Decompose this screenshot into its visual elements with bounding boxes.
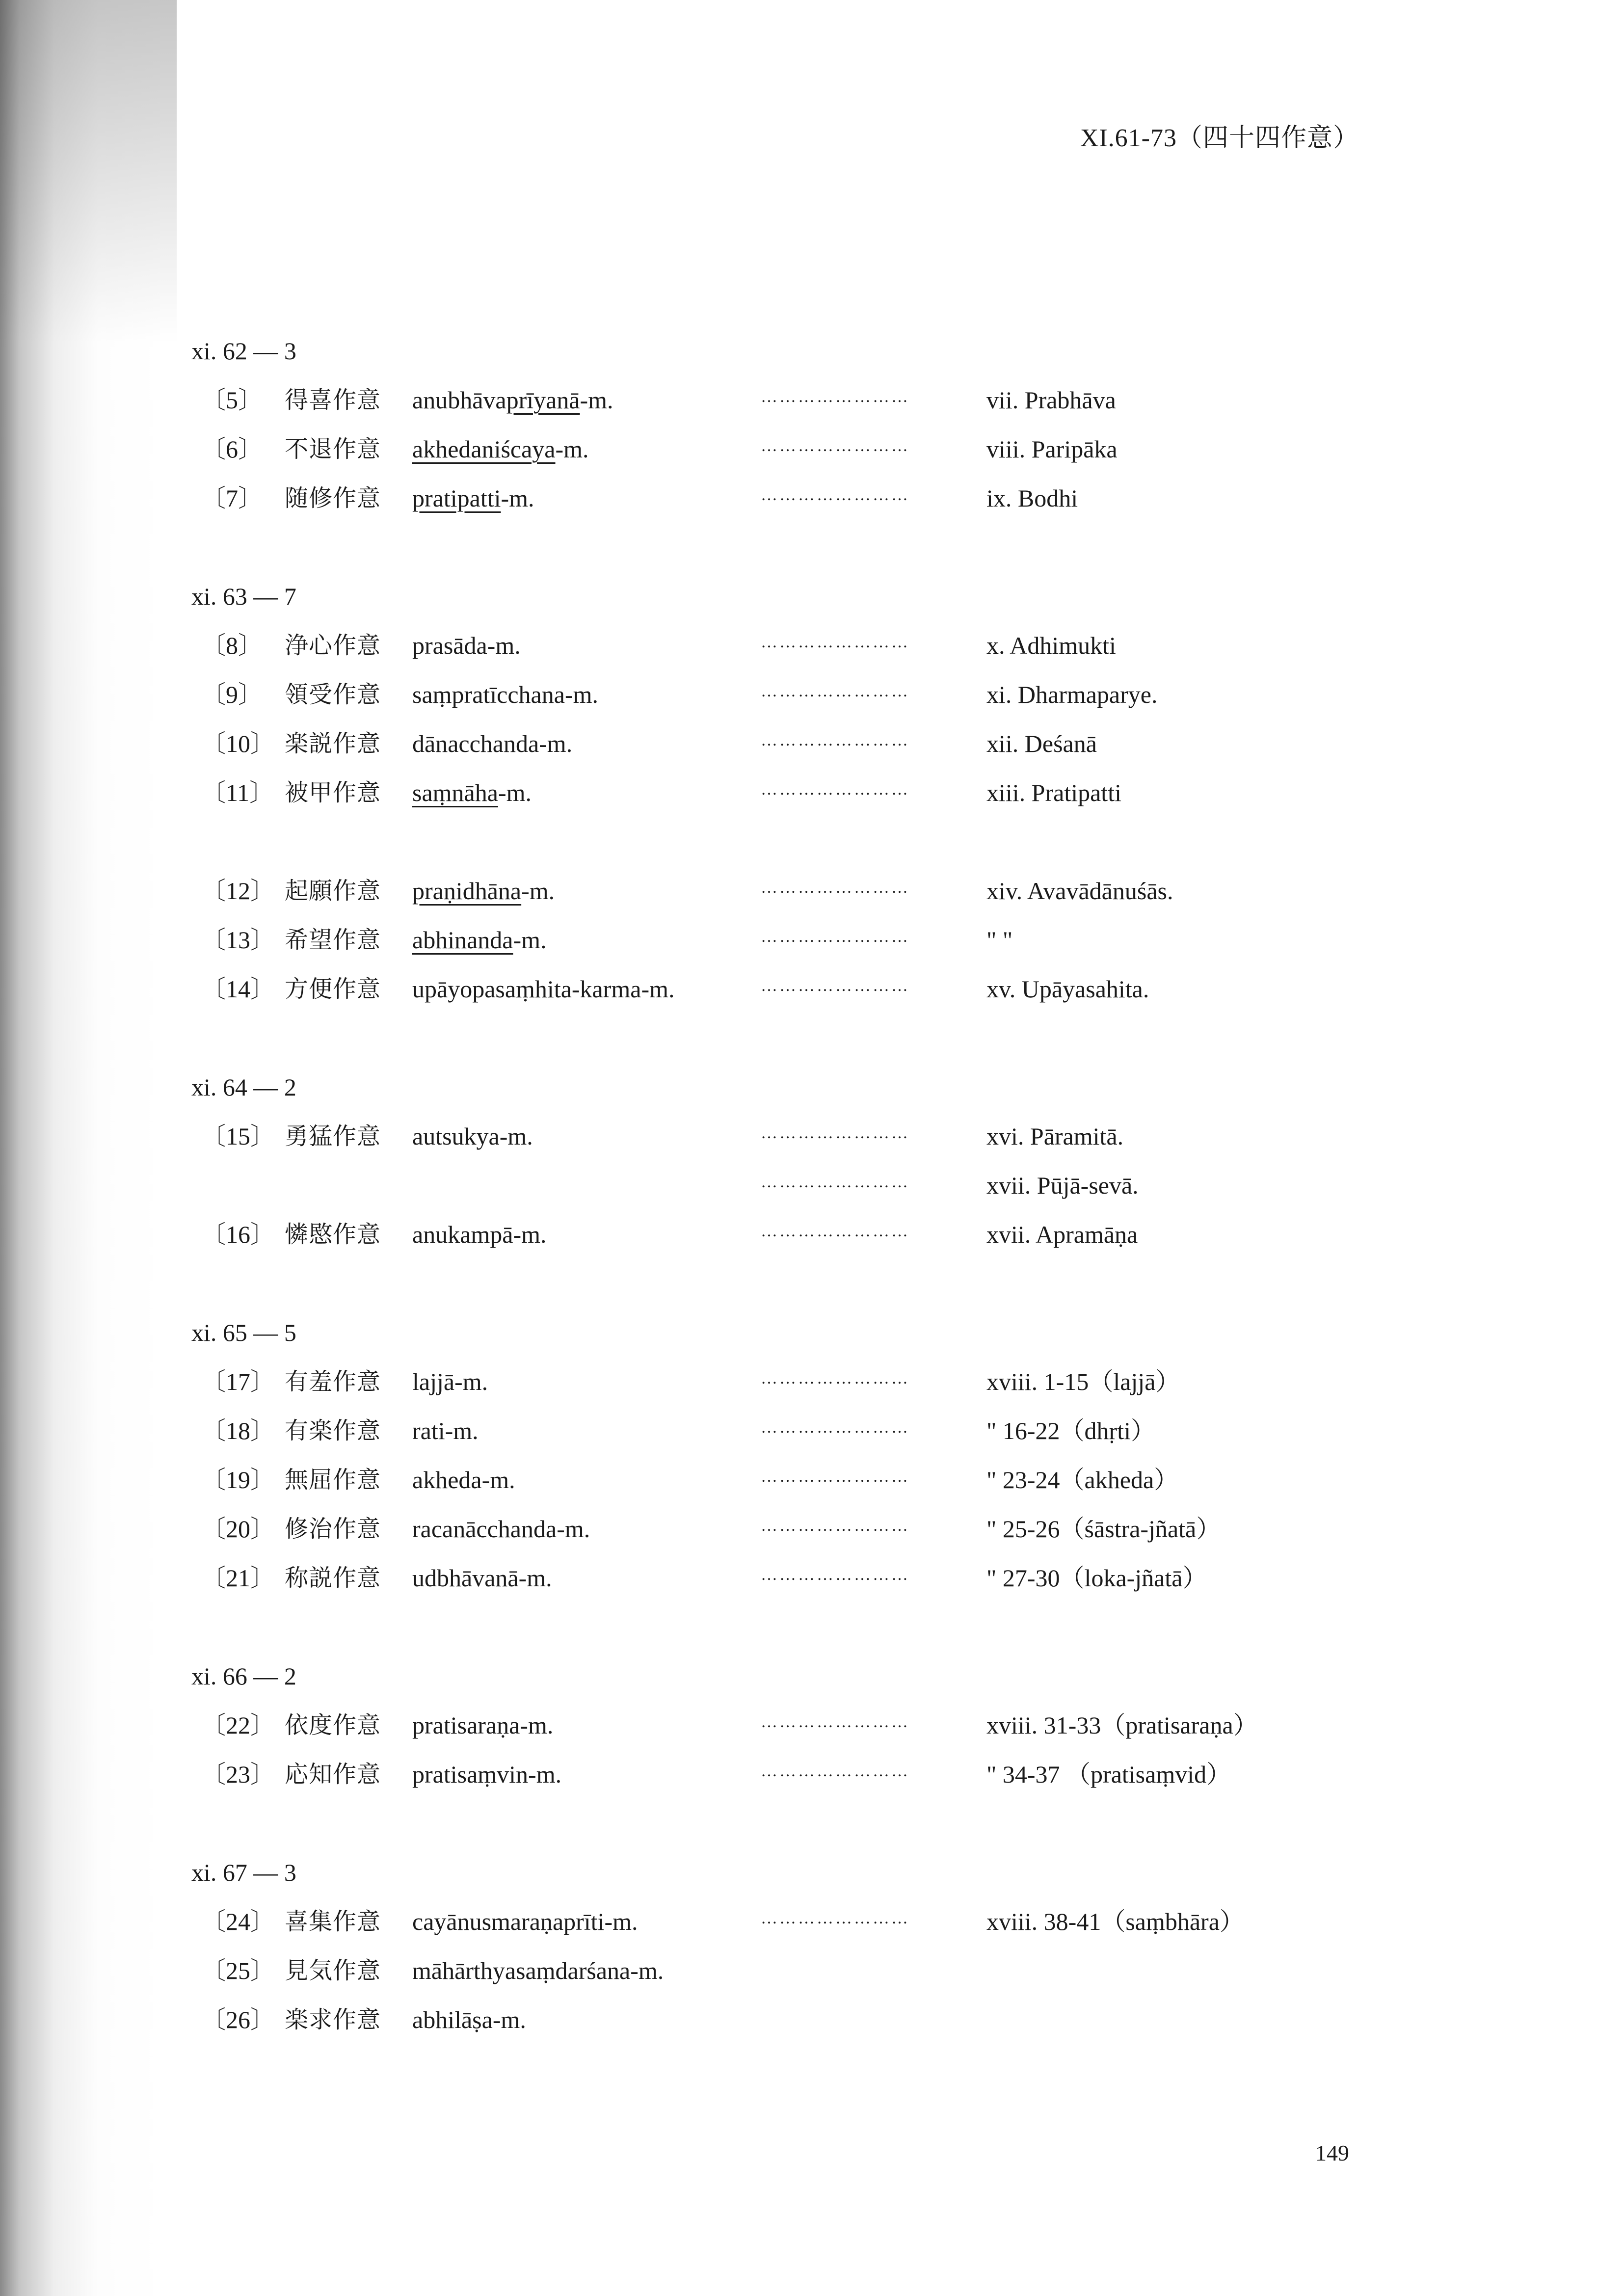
entry-reference: " 25-26（śāstra-jñatā） — [986, 1515, 1221, 1543]
entry-number: 〔9〕 — [201, 681, 263, 708]
entry-sanskrit-term — [412, 670, 598, 719]
sanskrit-fragment: pratisaṃvin-m. — [412, 1761, 562, 1788]
dot-leader: …………………… — [761, 1713, 910, 1731]
entry-sanskrit-term — [412, 474, 534, 523]
entry-row — [177, 474, 1355, 523]
entry-number: 〔12〕 — [201, 877, 275, 905]
entry-number: 〔13〕 — [201, 926, 275, 954]
entry-row — [177, 1897, 1355, 1946]
section — [177, 1652, 1355, 1799]
sanskrit-fragment: māhārthyasaṃdarśana-m. — [412, 1957, 664, 1984]
entry-number: 〔11〕 — [201, 779, 274, 806]
dot-leader: …………………… — [761, 1173, 910, 1191]
entry-sanskrit-term — [412, 1406, 479, 1455]
entry-row — [177, 1946, 1355, 1995]
entry-row — [177, 670, 1355, 719]
entry-number: 〔6〕 — [201, 435, 263, 463]
sanskrit-fragment: -m. — [580, 386, 613, 414]
entry-sanskrit-term — [412, 915, 547, 964]
entry-row — [177, 1995, 1355, 2044]
dot-leader: …………………… — [761, 879, 910, 897]
sanskrit-fragment: prasāda-m. — [412, 632, 521, 659]
sanskrit-fragment: anukampā-m. — [412, 1221, 547, 1248]
entry-row — [177, 1455, 1355, 1504]
entry-reference: xvi. Pāramitā. — [986, 1122, 1124, 1150]
entry-japanese-term: 不退作意 — [285, 435, 381, 463]
sanskrit-fragment: upāyopasaṃhita-karma-m. — [412, 975, 675, 1003]
entry-sanskrit-term — [412, 1553, 552, 1602]
dot-leader: …………………… — [761, 1124, 910, 1142]
entry-reference: xvii. Apramāṇa — [986, 1221, 1138, 1248]
dot-leader: …………………… — [761, 1909, 910, 1927]
entry-sanskrit-term — [412, 964, 675, 1014]
sanskrit-fragment: -m. — [501, 484, 534, 512]
entry-reference: xv. Upāyasahita. — [986, 975, 1149, 1003]
entry-row — [177, 1357, 1355, 1406]
sanskrit-fragment: saṃpratīcchana-m. — [412, 681, 598, 708]
sanskrit-fragment: -m. — [513, 926, 547, 954]
sanskrit-fragment: racanācchanda-m. — [412, 1515, 590, 1543]
entry-sanskrit-term — [412, 768, 532, 817]
entry-row — [177, 719, 1355, 768]
entry-japanese-term: 見気作意 — [285, 1957, 381, 1984]
entry-row — [177, 768, 1355, 817]
dot-leader: …………………… — [761, 388, 910, 406]
section-heading: xi. 64 — 2 — [191, 1073, 296, 1101]
entry-row — [177, 1112, 1355, 1161]
section — [177, 1308, 1355, 1602]
dot-leader: …………………… — [761, 437, 910, 455]
entry-number: 〔20〕 — [201, 1515, 275, 1543]
entry-reference: vii. Prabhāva — [986, 386, 1116, 414]
entry-number: 〔5〕 — [201, 386, 263, 414]
entry-sanskrit-term — [412, 1210, 547, 1259]
entry-sanskrit-term — [412, 1995, 526, 2044]
entry-japanese-term: 起願作意 — [285, 877, 381, 905]
sanskrit-fragment: akheda-m. — [412, 1466, 515, 1494]
sanskrit-fragment: anubhāva — [412, 386, 506, 414]
dot-leader: …………………… — [761, 780, 910, 799]
sanskrit-fragment: -m. — [498, 779, 532, 806]
dot-leader: …………………… — [761, 1517, 910, 1535]
entry-number: 〔24〕 — [201, 1908, 275, 1935]
entry-row — [177, 866, 1355, 915]
dot-leader: …………………… — [761, 633, 910, 651]
entry-japanese-term: 楽求作意 — [285, 2006, 381, 2033]
entry-japanese-term: 無屈作意 — [285, 1466, 381, 1494]
entry-reference: ix. Bodhi — [986, 484, 1078, 512]
entry-reference: x. Adhimukti — [986, 632, 1116, 659]
sanskrit-fragment: akhedaniścaya — [412, 435, 556, 463]
entry-japanese-term: 修治作意 — [285, 1515, 381, 1543]
entry-row — [177, 1406, 1355, 1455]
entry-number: 〔26〕 — [201, 2006, 275, 2033]
entry-japanese-term: 称説作意 — [285, 1564, 381, 1592]
dot-leader: …………………… — [761, 1222, 910, 1240]
section — [177, 866, 1355, 1014]
sanskrit-fragment: udbhāvanā-m. — [412, 1564, 552, 1592]
entry-number: 〔18〕 — [201, 1417, 275, 1444]
section-heading: xi. 62 — 3 — [191, 337, 296, 365]
entry-number: 〔7〕 — [201, 484, 263, 512]
entry-reference: viii. Paripāka — [986, 435, 1118, 463]
section-heading: xi. 63 — 7 — [191, 583, 296, 610]
entry-sanskrit-term — [412, 1455, 515, 1504]
entry-row — [177, 1750, 1355, 1799]
entry-reference: xiii. Pratipatti — [986, 779, 1121, 806]
entry-japanese-term: 応知作意 — [285, 1761, 381, 1788]
entry-japanese-term: 浄心作意 — [285, 632, 381, 659]
entry-sanskrit-term — [412, 1701, 553, 1750]
entry-number: 〔25〕 — [201, 1957, 275, 1984]
entry-row — [177, 1553, 1355, 1602]
entry-japanese-term: 領受作意 — [285, 681, 381, 708]
entry-japanese-term: 希望作意 — [285, 926, 381, 954]
entry-sanskrit-term — [412, 1946, 664, 1995]
section-heading: xi. 65 — 5 — [191, 1319, 296, 1346]
dot-leader: …………………… — [761, 1566, 910, 1584]
entry-row — [177, 425, 1355, 474]
entry-reference: " 23-24（akheda） — [986, 1466, 1179, 1494]
entry-number: 〔10〕 — [201, 730, 275, 757]
dot-leader: …………………… — [761, 977, 910, 995]
section-heading: xi. 66 — 2 — [191, 1662, 296, 1690]
dot-leader: …………………… — [761, 731, 910, 749]
entry-number: 〔17〕 — [201, 1368, 275, 1395]
entry-reference: xviii. 31-33（pratisaraṇa） — [986, 1711, 1258, 1739]
entry-japanese-term: 勇猛作意 — [285, 1122, 381, 1150]
sanskrit-fragment: saṃnāha — [412, 779, 498, 806]
section — [177, 572, 1355, 817]
entry-number: 〔14〕 — [201, 975, 275, 1003]
entry-japanese-term: 楽説作意 — [285, 730, 381, 757]
page-number: 149 — [1315, 2140, 1349, 2165]
entry-reference: " 34-37 （pratisaṃvid） — [986, 1761, 1231, 1788]
dot-leader: …………………… — [761, 1762, 910, 1780]
entry-japanese-term: 有羞作意 — [285, 1368, 381, 1395]
entry-row — [177, 915, 1355, 964]
sanskrit-fragment: praṇidhāna — [412, 877, 522, 905]
entry-number: 〔16〕 — [201, 1221, 275, 1248]
entry-number: 〔22〕 — [201, 1711, 275, 1739]
entry-sanskrit-term — [412, 1112, 533, 1161]
entry-number: 〔23〕 — [201, 1761, 275, 1788]
entry-reference: xii. Deśanā — [986, 730, 1097, 757]
entry-row — [177, 375, 1355, 425]
entry-row — [177, 1210, 1355, 1259]
entry-sanskrit-term — [412, 1750, 561, 1799]
entry-reference: " 27-30（loka-jñatā） — [986, 1564, 1207, 1592]
entry-japanese-term: 喜集作意 — [285, 1908, 381, 1935]
sanskrit-fragment: dānacchanda-m. — [412, 730, 573, 757]
sanskrit-fragment: pratisaraṇa-m. — [412, 1711, 554, 1739]
entry-reference: xvii. Pūjā-sevā. — [986, 1172, 1139, 1199]
page-content — [177, 326, 1355, 2093]
entry-row — [177, 964, 1355, 1014]
entry-number: 〔15〕 — [201, 1122, 275, 1150]
entry-sanskrit-term — [412, 621, 521, 670]
entry-japanese-term: 被甲作意 — [285, 779, 381, 806]
sanskrit-fragment: -m. — [521, 877, 555, 905]
section — [177, 326, 1355, 523]
binding-shadow-top — [0, 0, 177, 344]
section — [177, 1848, 1355, 2044]
sanskrit-fragment: prīyanā — [506, 386, 580, 414]
entry-sanskrit-term — [412, 375, 613, 425]
entry-japanese-term: 随修作意 — [285, 484, 381, 512]
running-header: XI.61-73（四十四作意） — [1080, 124, 1359, 152]
entry-sanskrit-term — [412, 1357, 488, 1406]
entry-row — [177, 1161, 1355, 1210]
sanskrit-fragment: cayānusmaraṇaprīti-m. — [412, 1908, 638, 1935]
entry-number: 〔19〕 — [201, 1466, 275, 1494]
entry-reference: " 16-22（dhṛti） — [986, 1417, 1155, 1444]
sanskrit-fragment: pratipatti — [412, 484, 501, 512]
dot-leader: …………………… — [761, 1468, 910, 1486]
binding-shadow — [0, 0, 162, 2296]
entry-sanskrit-term — [412, 866, 555, 915]
sanskrit-fragment: lajjā-m. — [412, 1368, 488, 1395]
dot-leader: …………………… — [761, 928, 910, 946]
entry-japanese-term: 得喜作意 — [285, 386, 381, 414]
entry-row — [177, 621, 1355, 670]
entry-row — [177, 1504, 1355, 1553]
entry-number: 〔8〕 — [201, 632, 263, 659]
dot-leader: …………………… — [761, 486, 910, 504]
entry-sanskrit-term — [412, 1504, 590, 1553]
sanskrit-fragment: abhilāṣa-m. — [412, 2006, 526, 2033]
entry-reference: xviii. 1-15（lajjā） — [986, 1368, 1180, 1395]
entry-reference: xi. Dharmaparye. — [986, 681, 1158, 708]
sanskrit-fragment: autsukya-m. — [412, 1122, 533, 1150]
section — [177, 1063, 1355, 1259]
entry-japanese-term: 依度作意 — [285, 1711, 381, 1739]
dot-leader: …………………… — [761, 682, 910, 700]
entry-sanskrit-term — [412, 719, 572, 768]
sanskrit-fragment: abhinanda — [412, 926, 513, 954]
dot-leader: …………………… — [761, 1369, 910, 1388]
entry-reference: xviii. 38-41（saṃbhāra） — [986, 1908, 1244, 1935]
entry-sanskrit-term — [412, 1897, 638, 1946]
dot-leader: …………………… — [761, 1418, 910, 1437]
sanskrit-fragment: -m. — [555, 435, 589, 463]
entry-sanskrit-term — [412, 425, 589, 474]
entry-row — [177, 1701, 1355, 1750]
entry-japanese-term: 憐愍作意 — [285, 1221, 381, 1248]
sanskrit-fragment: rati-m. — [412, 1417, 479, 1444]
entry-japanese-term: 方便作意 — [285, 975, 381, 1003]
entry-japanese-term: 有楽作意 — [285, 1417, 381, 1444]
section-heading: xi. 67 — 3 — [191, 1859, 296, 1886]
entry-number: 〔21〕 — [201, 1564, 275, 1592]
entry-reference: " " — [986, 926, 1013, 954]
entry-reference: xiv. Avavādānuśās. — [986, 877, 1173, 905]
